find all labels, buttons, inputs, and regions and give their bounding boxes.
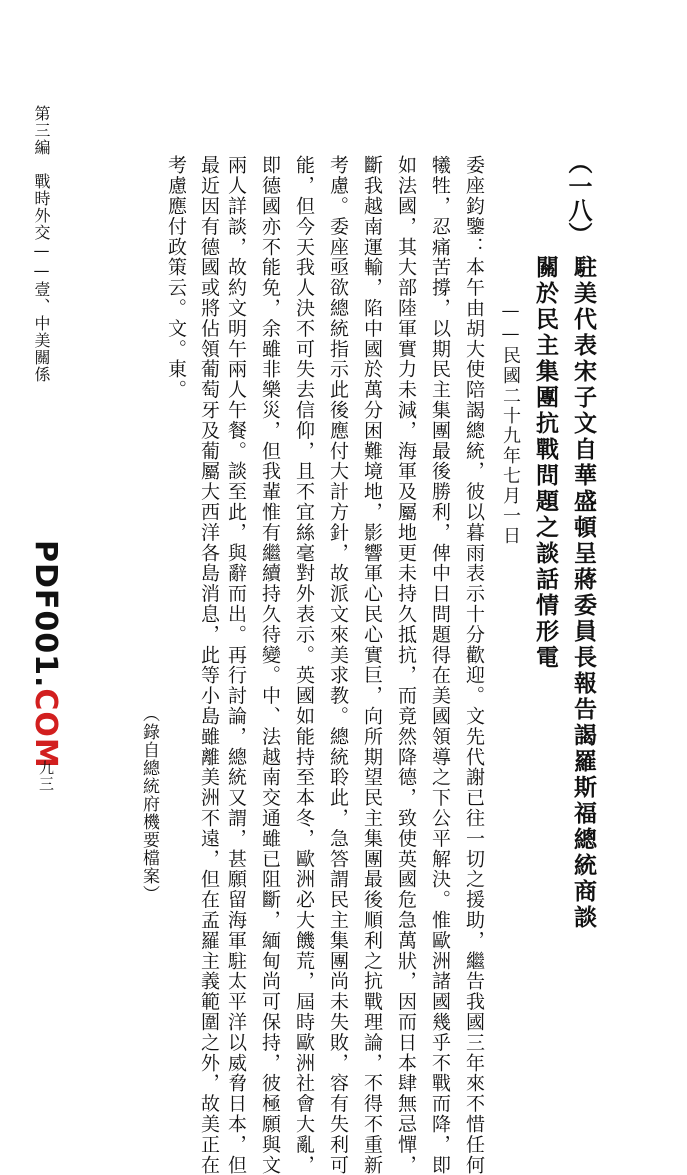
- body-column-3: 如法國，其大部陸軍實力未減，海軍及屬地更未持久抵抗，而竟然降德，致使英國危急萬狀，因而日本肆無忌憚，: [395, 155, 417, 1175]
- document-title-line-1: 駐美代表宋子文自華盛頓呈蔣委員長報告謁羅斯福總統商談: [570, 255, 597, 931]
- document-number: （一八）: [564, 150, 593, 246]
- source-note: （錄自總統府機要檔案）: [139, 705, 159, 903]
- body-column-4: 斷我越南運輸，陷中國於萬分困難境地，影響軍心民心實巨，向所期望民主集團最後順利之抗戰理論，不得不重新: [361, 155, 383, 1175]
- document-date: ——民國二十九年七月一日: [500, 300, 521, 546]
- body-column-5: 考慮。委座亟欲總統指示此後應付大計方針，故派文來美求教。總統聆此，急答謂民主集團尚未失敗，容有失利可: [327, 155, 349, 1175]
- body-column-7: 即德國亦不能免，余雖非樂災，但我輩惟有繼續持久待變。中、法越南交通雖已阻斷，緬甸尚可保持，彼極願與文: [259, 155, 281, 1175]
- watermark-logo: [28, 540, 63, 769]
- body-column-10: 考慮應付政策云。文。東。: [165, 155, 187, 400]
- body-column-9: 最近因有德國或將佔領葡萄牙及葡屬大西洋各島消息，此等小島雖離美洲不遠，但在孟羅主義範圍之外，故美正在: [198, 155, 220, 1175]
- document-title-line-2: 關於民主集團抗戰問題之談話情形電: [532, 255, 559, 671]
- body-column-2: 犧牲，忍痛苦撐，以期民主集團最後勝利，俾中日問題得在美國領導之下公平解決。惟歐洲諸國幾乎不戰而降，即: [429, 155, 451, 1175]
- body-column-1: 委座鈞鑒：本午由胡大使陪謁總統，彼以暮雨表示十分歡迎。文先代謝已往一切之援助，繼告我國三年來不惜任何: [463, 155, 485, 1175]
- watermark-com-text: COM: [28, 688, 63, 769]
- page-number: 九三: [37, 760, 55, 792]
- watermark-pdf-text: PDF001.: [28, 540, 63, 689]
- body-column-6: 能，但今天我人決不可失去信仰，且不宜絲毫對外表示。英國如能持至本冬，歐洲必大饑荒，屆時歐洲社會大亂，: [293, 155, 315, 1175]
- body-column-8: 兩人詳談，故約文明午兩人午餐。談至此，與辭而出。再行討論，總統又謂，甚願留海軍駐太平洋以威脅日本，但: [225, 155, 247, 1175]
- running-head: 第三編 戰時外交——壹、中美關係: [32, 105, 51, 383]
